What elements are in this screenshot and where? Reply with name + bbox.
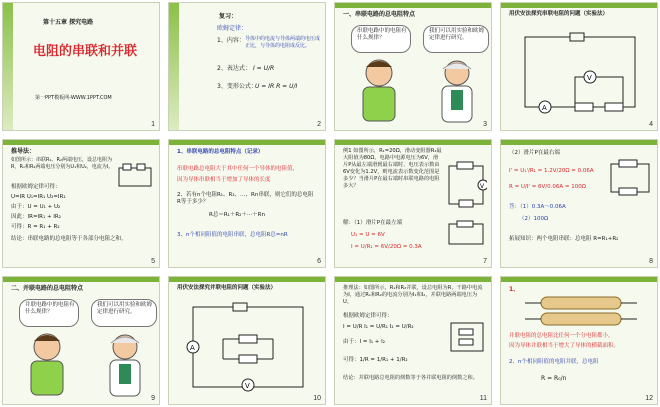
text-line: U=IR U₁=IR₁ U₂=IR₂ [11,194,66,200]
text-line: 根据欧姆定律可得： [343,313,393,319]
slide-top-bar [501,277,657,282]
slide-top-bar [335,140,491,145]
svg-text:V: V [587,74,592,82]
bubble-text: 我们可以用实验和欧姆定律进行研究。 [429,28,485,42]
slide-number: 4 [649,121,653,128]
slide-thumbnail-4[interactable] [500,2,658,131]
formula: R总＝R₁＋R₂＋···＋Rn [209,212,265,218]
text-line: 推理法：如图所示，R₁和R₂并联，设总电阻为R，干路中电流为I，通过R₁和R₂的电流分别为I₁和I₂，并联电路两端电压为U。 [343,285,483,306]
text-line: 拓展知识：两个电阻串联：总电阻 R=R₁+R₂ [509,236,619,242]
slide-number: 11 [479,395,487,402]
slide-heading: 用伏安法探究并联电阻的问题（实验法） [177,285,277,291]
answer-text: （2）100Ω [519,216,549,222]
text-line: 因为导体并联相当于增大了导体的横截面积。 [509,343,620,349]
slide-top-bar [335,277,491,282]
slide-title: 电阻的串联和并联 [33,44,138,59]
cartoon-person-icon [349,55,409,125]
circuit-diagram [115,162,155,192]
parallel-circuit-diagram [183,299,313,397]
bubble-text: 我们可以用实验和欧姆定律进行研究。 [97,302,153,316]
svg-text:V: V [245,382,250,390]
bubble-text: 串联电路中的电阻有什么规律？ [357,28,407,42]
slide-side-decoration [169,3,179,130]
footer-text: 第一PPT模板网-WWW.1PPT.COM [35,95,112,101]
formula: I = U/R₁ = 6V/20Ω = 0.3A [351,244,422,250]
text-line: 根据欧姆定律可得： [11,184,61,190]
slide-number: 10 [313,395,321,402]
bubble-text: 并联电路中的电阻有什么规律？ [25,302,75,316]
slide-subheading: 欧姆定律： [217,25,248,32]
text-line: 由于：U = U₁ + U₂ [11,204,61,210]
slide-thumbnail-2[interactable] [168,2,326,131]
slide-thumbnail-10[interactable] [168,276,326,405]
slide-number: 5 [151,258,155,265]
text-line: 可得：R = R₁ + R₂ [11,224,60,230]
slide-thumbnail-8[interactable] [500,139,658,268]
text-line: 3、n个相同阻值的电阻串联，总电阻R总=nR [177,232,288,238]
svg-text:A: A [542,104,547,112]
item-label: 2、表达式： [217,65,251,72]
slide-number: 2 [317,121,321,128]
slide-number: 9 [151,395,155,402]
formula: 可得：1/R = 1/R₁ + 1/R₂ [343,357,408,363]
slide-number: 6 [317,258,321,265]
slide-number: 8 [649,258,653,265]
slide-top-bar [3,140,159,145]
text-line: 串联电路总电阻大于其中任何一个导体的电阻值， [177,166,299,172]
slide-thumbnail-6[interactable] [168,139,326,268]
slide-heading: 复习： [219,13,238,20]
slide-thumbnail-3[interactable] [334,2,492,131]
formula: R = U/I' = 6V/0.06A = 100Ω [509,184,586,190]
conclusion-text: 结论：并联电路总电阻的倒数等于各并联电阻的倒数之和。 [343,375,478,381]
text-line: 2、若有n个电阻R₁、R₂、…、Rn串联，则它们的总电阻R等于多少？ [177,192,314,206]
slide-thumbnail-5[interactable] [2,139,160,268]
slide-grid [2,2,658,405]
slide-side-decoration [3,3,13,130]
text-line: 解：（1）滑片P在最左端 [343,220,403,226]
slide-thumbnail-7[interactable] [334,139,492,268]
item-text: 导体中的电流与导体两端的电压成正比，与导体的电阻成反比。 [245,36,321,49]
formula: I' = U₁'/R₁ = 1.2V/20Ω = 0.06A [509,168,594,174]
resistor-cylinders-icon [521,293,641,329]
slide-top-bar [3,277,159,282]
text-line: 因此：IR=IR₁ + IR₂ [11,214,61,220]
chapter-label: 第十五章 探究电路 [43,19,94,26]
slide-thumbnail-1[interactable] [2,2,160,131]
slide-thumbnail-9[interactable] [2,276,160,405]
text-line: 1、串联电路的总电阻特点（记录） [177,149,264,155]
formula: I = U/R [253,65,275,72]
item-label: 3、变形公式： [217,83,257,90]
problem-text: 例1 如图所示，R₁=20Ω，滑动变阻器R₂最大阻值为80Ω，电路中电源电压为6V，滑片P从最左端滑到最右端时，电压表示数由6V变化为1.2V，则电流表示数变化范围是多少？当滑片P在最右端时串联电路的电阻多大？ [343,148,442,190]
slide-number: 3 [483,121,487,128]
formula: U = IR R = U/I [255,83,298,90]
cartoon-person-icon [17,329,77,399]
slide-heading: 推导法： [11,148,36,155]
slide-top-bar [501,3,657,8]
slide-heading: 用伏安法探究串联电阻的问题（实验法） [509,11,609,17]
answer-text: 答：（1）0.3A～0.06A [509,204,566,210]
formula: I = U/R I₁ = U/R₁ I₂ = U/R₂ [343,324,414,330]
text-line: （2）滑片P在最右端 [509,150,560,156]
circuit-diagram [445,160,487,210]
cartoon-scientist-icon [95,329,155,399]
formula: R = R₀/n [541,375,567,382]
slide-top-bar [501,140,657,145]
slide-thumbnail-11[interactable] [334,276,492,405]
text-line: 1、 [509,286,520,293]
series-circuit-diagram [515,27,645,122]
conclusion-text: 结论：串联电路的总电阻等于各部分电阻之和。 [11,236,127,242]
text-line: 如图所示：串联R₁、R₂两端电压，设总电阻为R，R₁和R₂两端电压分别为U₁和U₂，电流为I。 [11,157,114,170]
slide-number: 7 [483,258,487,265]
slide-number: 1 [151,121,155,128]
slide-top-bar [335,3,491,8]
slide-heading: 一、串联电路的总电阻特点 [343,11,416,18]
slide-heading: 二、并联电路的总电阻特点 [11,285,84,292]
svg-text:A: A [190,344,195,352]
slide-number: 12 [645,395,653,402]
slide-top-bar [169,277,325,282]
text-line: 2、n个相同阻值的电阻并联，总电阻 [509,359,599,365]
circuit-diagram [447,319,487,355]
formula: U₁ = U = 6V [351,232,385,238]
text-line: 并联电阻的总电阻比任何一个分电阻都小。 [509,333,614,339]
text-line: 由于：I = I₁ + I₂ [343,339,385,345]
slide-thumbnail-12[interactable] [500,276,658,405]
circuit-diagram [445,220,487,250]
item-label: 1、内容： [217,37,245,44]
svg-text:V: V [480,183,485,190]
cartoon-scientist-icon [427,55,487,125]
circuit-diagram [607,158,653,198]
slide-top-bar [169,140,325,145]
text-line: 因为导体串联相当于增加了导体的长度 [177,177,271,183]
